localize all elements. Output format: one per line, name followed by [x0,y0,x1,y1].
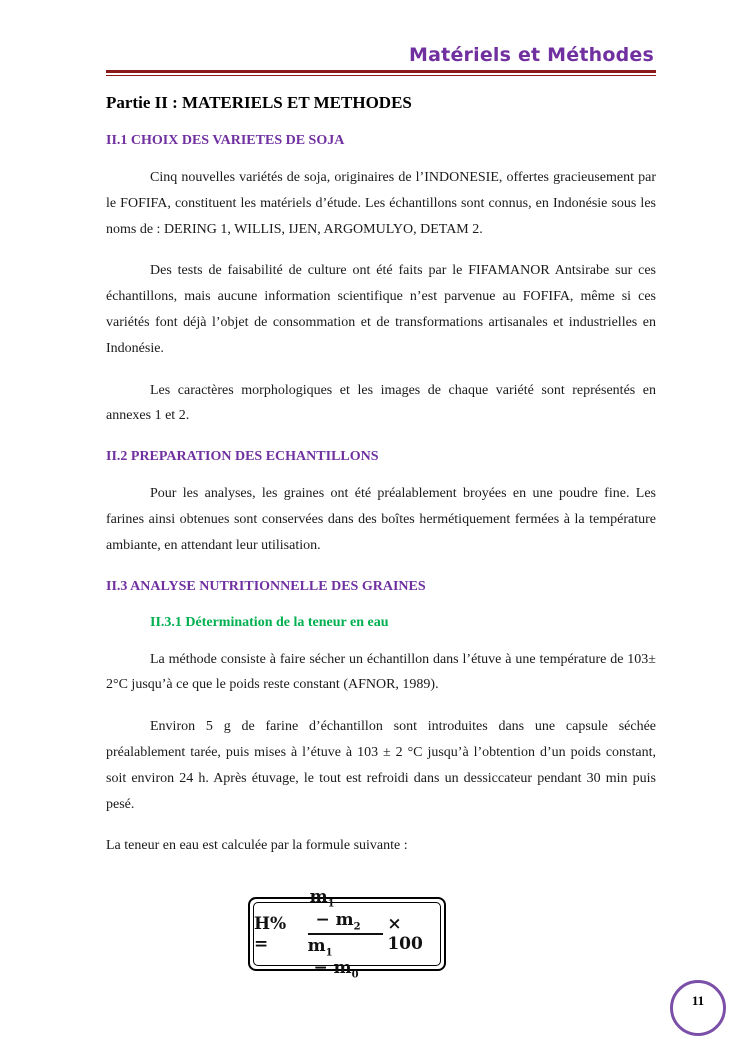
paragraph: La méthode consiste à faire sécher un échantillon dans l’étuve à une température de 103± 2°C jusqu’à ce que le poids reste constant (AFNOR, 1989). [106,651,656,693]
paragraph: Environ 5 g de farine d’échantillon sont introduites dans une capsule séchée préalablement tarée, puis mises à l’étuve à 103 ± 2 °C jusqu’à l’obtention d’un poids constant, soit environ 24 h. Après étuvage, le tout est refroidi dans un dessiccateur pendant 30 min puis pesé. [106,719,656,812]
part-title: Partie II : MATERIELS ET METHODES [106,93,412,112]
header-rule-thin [106,75,656,76]
formula-var: m [307,936,326,956]
formula-var: m [309,887,328,908]
formula-var: m [335,909,354,930]
section-title-3: II.3 ANALYSE NUTRITIONNELLE DES GRAINES [106,578,426,594]
paragraph: La teneur en eau est calculée par la formule suivante : [106,838,408,854]
section-title-1: II.1 CHOIX DES VARIETES DE SOJA [106,133,345,148]
formula-fraction [308,887,384,981]
page-number: 11 [691,993,705,1008]
formula-lhs: H% = [254,914,287,954]
formula-var: m [333,958,352,979]
formula-sub: 2 [353,921,361,932]
subsection-title-3-1: II.3.1 Détermination de la teneur en eau [150,614,389,630]
formula-op: − [307,958,334,979]
paragraph: Les caractères morphologiques et les images de chaque variété sont représentés en annexes 1 et 2. [106,382,656,424]
formula-box [248,887,446,981]
formula-sub: 0 [351,969,359,981]
formula-op: − [309,909,336,930]
formula-rhs: × 100 [387,914,423,954]
formula-sub: 1 [325,947,333,959]
moisture-formula [253,887,441,981]
formula-denominator [308,935,384,981]
paragraph: Cinq nouvelles variétés de soja, originaires de l’INDONESIE, offertes gracieusement par le FOFIFA, constituent les matériels d’étude. Les échantillons sont connus, en Indonésie sous les noms de : DERING 1, WILLIS, IJEN, ARGOMULYO, DETAM 2. [106,170,656,237]
page-number-badge [670,980,726,1036]
paragraph: Des tests de faisabilité de culture ont été faits par le FIFAMANOR Antsirabe sur ces échantillons, mais aucune information scientifique n’est parvenue au FOFIFA, même si ces variétés font déjà l’objet de consommation et de transformations artisanales et industrielles en Indonésie. [106,263,656,356]
formula-sub: 1 [327,898,335,910]
paragraph: Pour les analyses, les graines ont été préalablement broyées en une poudre fine. Les farines ainsi obtenues sont conservées dans des boîtes hermétiquement fermées à la température ambiante, en attendant leur utilisation. [106,486,656,553]
formula-numerator [308,887,384,935]
running-header-title: Matériels et Méthodes [409,44,654,66]
header-rule-thick [106,70,656,73]
page-body [106,90,656,859]
section-title-2: II.2 PREPARATION DES ECHANTILLONS [106,449,379,465]
